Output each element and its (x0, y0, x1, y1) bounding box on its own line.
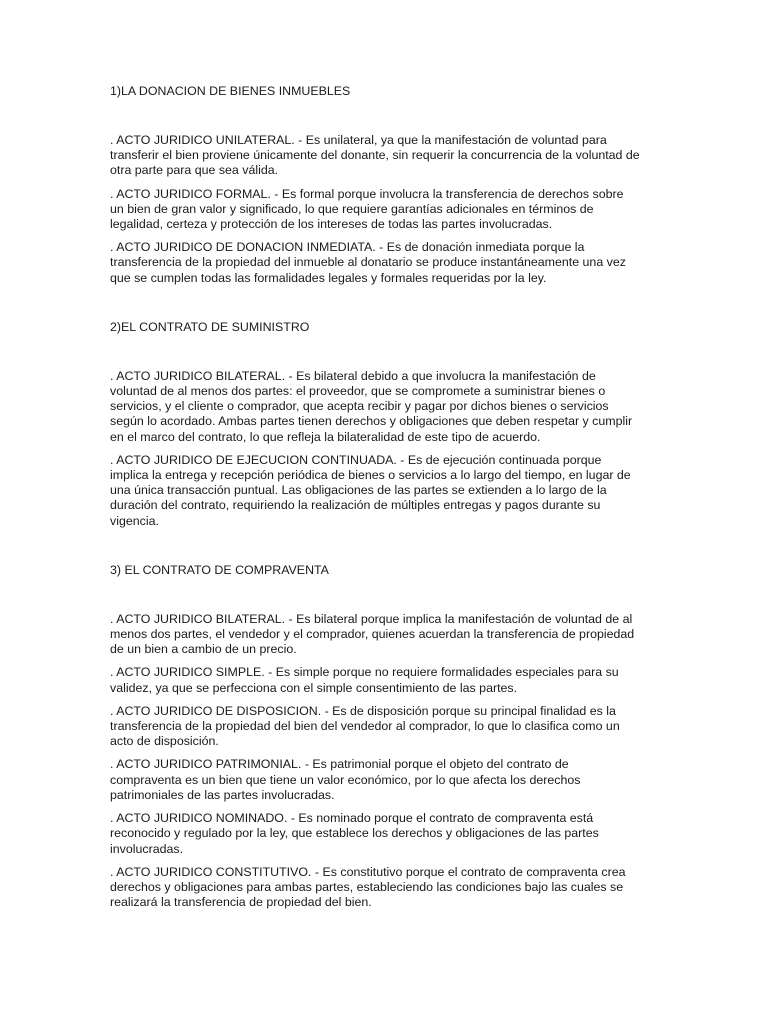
section-1-paragraph-2: . ACTO JURIDICO FORMAL. - Es formal porque involucra la transferencia de derechos sobre un bien de gran valor y significado, lo que requiere garantías adicionales en términos de legalidad, certeza y protección de los intereses de todas las partes involucradas. (110, 186, 624, 232)
section-1-paragraph-3: . ACTO JURIDICO DE DONACION INMEDIATA. - Es de donación inmediata porque la transferencia de la propiedad del inmueble al donatario se produce instantáneamente una vez que se cumplen todas las formalidades legales y formales requeridas por la ley. (110, 240, 626, 285)
section-1-paragraph-1: . ACTO JURIDICO UNILATERAL. - Es unilateral, ya que la manifestación de voluntad para transferir el bien proviene únicamente del donante, sin requerir la concurrencia de la voluntad de otra parte para que sea válida. (110, 133, 640, 178)
section-2-paragraph-2: . ACTO JURIDICO DE EJECUCION CONTINUADA. - Es de ejecución continuada porque implica la entrega y recepción periódica de bienes o servicios a lo largo del tiempo, en lugar de una única transacción puntual. Las obligaciones de las partes se extienden a lo largo de la duración del contrato, requiriendo la realización de múltiples entregas y pagos durante su vigencia. (110, 452, 631, 528)
section-1-heading: 1)LA DONACION DE BIENES INMUEBLES (110, 84, 351, 98)
section-3-paragraph-3: . ACTO JURIDICO DE DISPOSICION. - Es de disposición porque su principal finalidad es la transferencia de la propiedad del bien del vendedor al comprador, lo que lo clasifica como un acto de disposición. (110, 703, 620, 749)
document-body (110, 84, 640, 910)
section-2-paragraph-1: . ACTO JURIDICO BILATERAL. - Es bilateral debido a que involucra la manifestación de voluntad de al menos dos partes: el proveedor, que se compromete a suministrar bienes o servicios, y el cliente o comprador, que acepta recibir y pagar por dichos bienes o servicios según lo acordado. Ambas partes tienen derechos y obligaciones que deben respetar y cumplir en el marco del contrato, lo que refleja la bilateralidad de este tipo de acuerdo. (110, 368, 633, 444)
section-3-paragraph-1: . ACTO JURIDICO BILATERAL. - Es bilateral porque implica la manifestación de voluntad de al menos dos partes, el vendedor y el comprador, quienes acuerdan la transferencia de propiedad de un bien a cambio de un precio. (110, 611, 635, 657)
section-3-paragraph-5: . ACTO JURIDICO NOMINADO. - Es nominado porque el contrato de compraventa está reconocido y regulado por la ley, que establece los derechos y obligaciones de las partes involucradas. (110, 811, 599, 856)
section-3-paragraph-4: . ACTO JURIDICO PATRIMONIAL. - Es patrimonial porque el objeto del contrato de compraventa es un bien que tiene un valor económico, por lo que afecta los derechos patrimoniales de las partes involucradas. (110, 757, 581, 802)
section-2-heading: 2)EL CONTRATO DE SUMINISTRO (110, 319, 310, 334)
section-3-heading: 3) EL CONTRATO DE COMPRAVENTA (110, 562, 329, 577)
section-3-paragraph-6: . ACTO JURIDICO CONSTITUTIVO. - Es constitutivo porque el contrato de compraventa crea derechos y obligaciones para ambas partes, estableciendo las condiciones bajo las cuales se realizará la transferencia de propiedad del bien. (110, 864, 626, 910)
section-3-paragraph-2: . ACTO JURIDICO SIMPLE. - Es simple porque no requiere formalidades especiales para su validez, ya que se perfecciona con el simple consentimiento de las partes. (110, 665, 619, 695)
